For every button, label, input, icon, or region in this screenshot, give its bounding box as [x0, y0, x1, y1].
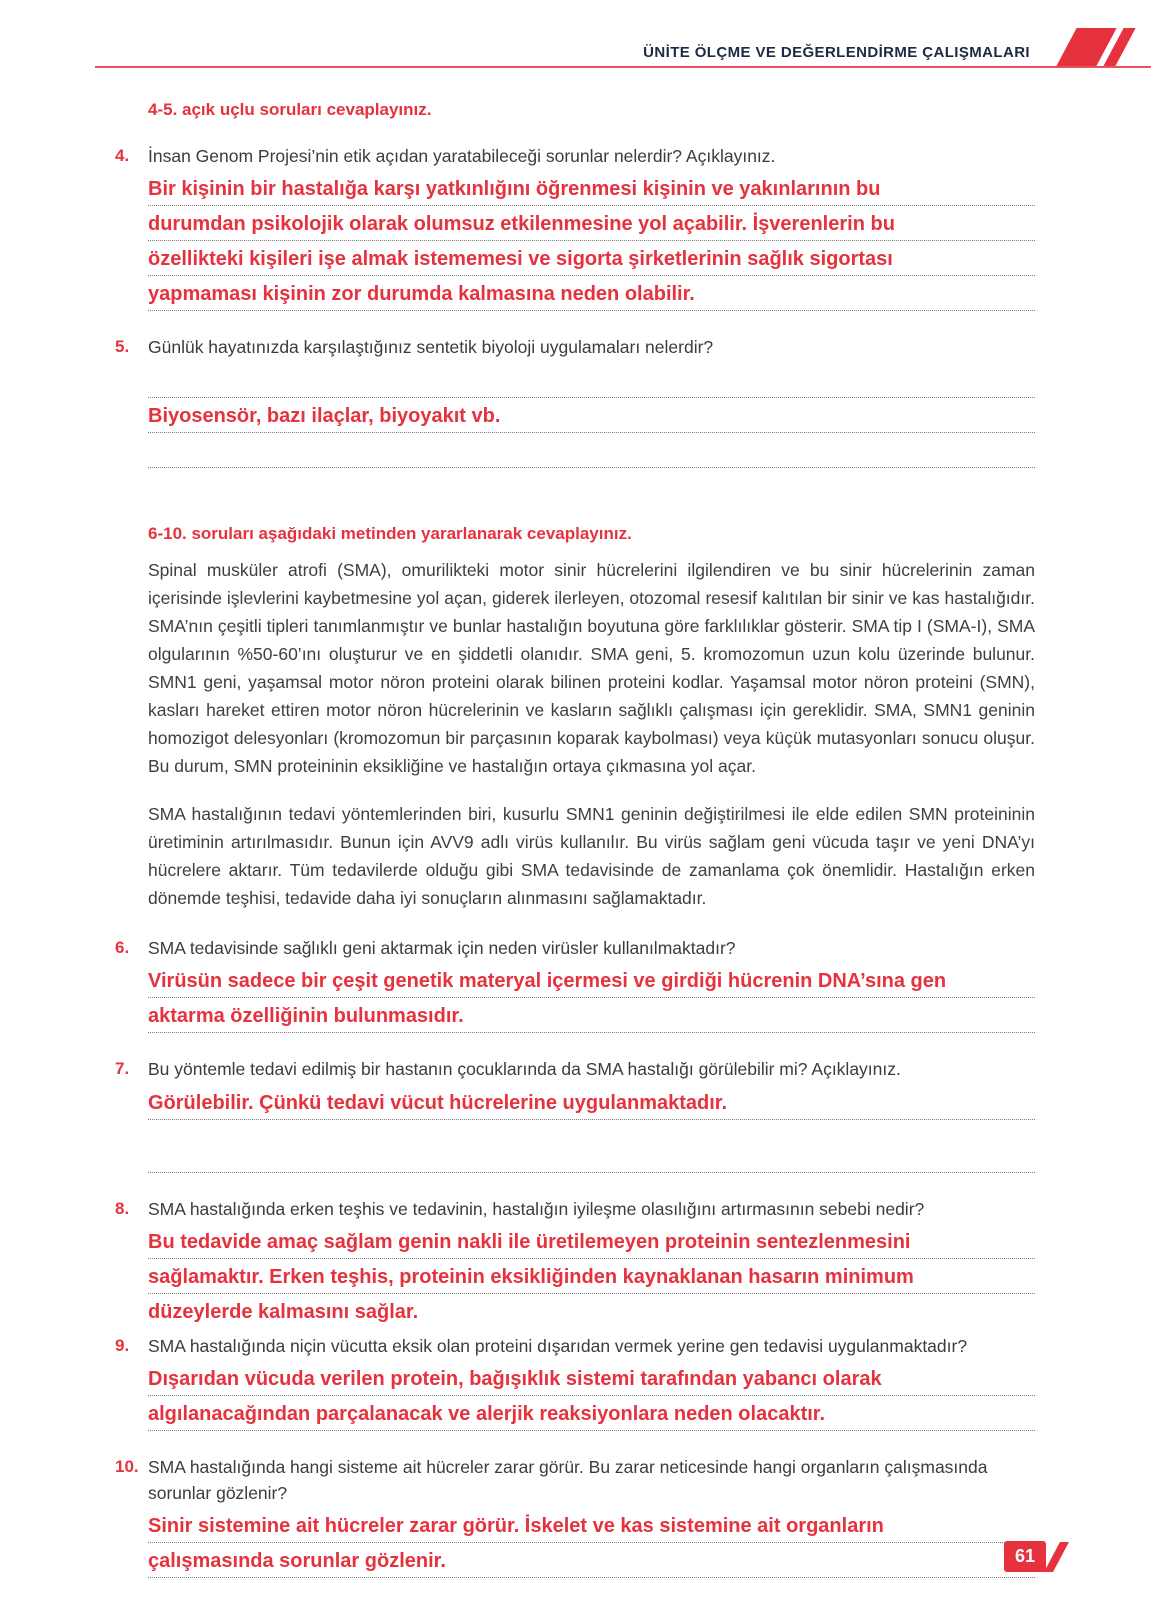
answer-line: durumdan psikolojik olarak olumsuz etkilenmesine yol açabilir. İşverenlerin bu [148, 206, 1035, 241]
answer-line: Bu tedavide amaç sağlam genin nakli ile üretilemeyen proteinin sentezlenmesini [148, 1224, 1035, 1259]
section-heading-open-ended: 4-5. açık uçlu soruları cevaplayınız. [148, 100, 432, 119]
answer-line: aktarma özelliğinin bulunmasıdır. [148, 998, 1035, 1033]
red-stripes-icon [1059, 28, 1125, 68]
passage-paragraph: Spinal musküler atrofi (SMA), omurilikteki motor sinir hücrelerini ilgilendiren ve bu sinir hücrelerinin zaman içerisinde işlevlerini kaybetmesine yol açan, giderek ilerleyen, otozomal resesif kalıtılan bir sinir ve kas hastalığıdır. SMA’nın çeşitli tipleri tanımlanmıştır ve bunlar hastalığın boyutuna göre farklılıklar gösterir. SMA tip I (SMA-I), SMA olgularının %50-60’ını oluşturur ve en şiddetli olanıdır. SMA geni, 5. kromozomun uzun kolu üzerinde bulunur. SMN1 geni, yaşamsal motor nöron proteini olarak bilinen proteini kodlar. Yaşamsal motor nöron proteini (SMN), kasları hareket ettiren motor nöron hücrelerinin ve kasların sağlıklı çalışması için gereklidir. SMA, SMN1 geninin homozigot delesyonları (kromozomun bir parçasının koparak kaybolması) veya küçük mutasyonları sonucu oluşur. Bu durum, SMN proteininin eksikliğine ve hastalığın ortaya çıkmasına yol açar. [148, 559, 1035, 776]
answer-line [148, 1120, 1035, 1173]
question-number: 7. [115, 1059, 130, 1079]
answer-area [148, 1361, 1035, 1431]
answer-line [148, 433, 1035, 468]
section-heading-passage: 6-10. soruları aşağıdaki metinden yararlanarak cevaplayınız. [148, 523, 632, 543]
question-text: Günlük hayatınızda karşılaştığınız sentetik biyoloji uygulamaları nelerdir? [148, 337, 714, 358]
page-header [0, 0, 1151, 70]
question-8 [115, 1197, 1035, 1328]
question-text: SMA hastalığında niçin vücutta eksik olan proteini dışarıdan vermek yerine gen tedavisi uygulanmaktadır? [148, 1335, 968, 1356]
answer-area [148, 171, 1035, 311]
question-7 [115, 1057, 1035, 1172]
page-number: 61 [1004, 1541, 1046, 1572]
answer-line: algılanacağından parçalanacak ve alerjik reaksiyonlara neden olacaktır. [148, 1396, 1035, 1431]
answer-area [148, 1508, 1035, 1624]
answer-area [148, 1085, 1035, 1173]
answer-line: düzeylerde kalmasını sağlar. [148, 1300, 419, 1323]
question-number: 4. [115, 146, 130, 165]
question-number: 10. [115, 1457, 139, 1477]
page-number-stripe-icon [1044, 1542, 1069, 1572]
passage-paragraph: SMA hastalığının tedavi yöntemlerinden biri, kusurlu SMN1 geninin değiştirilmesi ile elde edilen SMN proteininin üretiminin artırılmasıdır. Bunun için AVV9 adlı virüs kullanılır. Bu virüs sağlam geni vücuda taşır ve yeni DNA’yı hücrelere aktarır. Tüm tedavilerde olduğu gibi SMA tedavisinde de zamanlama çok önemlidir. Hastalığın erken dönemde teşhisi, tedavide daha iyi sonuçların alınmasını sağlamaktadır. [148, 803, 1035, 908]
answer-line: yapmaması kişinin zor durumda kalmasına neden olabilir. [148, 276, 1035, 311]
answer-line: Görülebilir. Çünkü tedavi vücut hücrelerine uygulanmaktadır. [148, 1085, 1035, 1120]
page-number-container [1004, 1541, 1061, 1572]
answer-area [148, 963, 1035, 1033]
header-title: ÜNİTE ÖLÇME VE DEĞERLENDİRME ÇALIŞMALARI [643, 44, 1030, 61]
question-text: SMA tedavisinde sağlıklı geni aktarmak için neden virüsler kullanılmaktadır? [148, 937, 736, 958]
question-text: SMA hastalığında erken teşhis ve tedavinin, hastalığın iyileşme olasılığını artırmasının sebebi nedir? [148, 1198, 925, 1219]
question-text: Bu yöntemle tedavi edilmiş bir hastanın çocuklarında da SMA hastalığı görülebilir mi? Açıklayınız. [148, 1059, 901, 1080]
answer-area [148, 363, 1035, 468]
question-number: 9. [115, 1335, 130, 1355]
page-content [115, 100, 1035, 1624]
answer-line: Biyosensör, bazı ilaçlar, biyoyakıt vb. [148, 398, 1035, 433]
answer-line [148, 1578, 1035, 1624]
question-4 [115, 144, 1035, 311]
question-text: SMA hastalığında hangi sisteme ait hücreler zarar görür. Bu zarar neticesinde hangi organların çalışmasında sorunlar gözlenir? [148, 1457, 988, 1503]
question-9 [115, 1334, 1035, 1431]
question-10 [115, 1455, 1035, 1624]
question-5 [115, 335, 1035, 467]
answer-area [148, 1224, 1035, 1328]
answer-line: Bir kişinin bir hastalığa karşı yatkınlığını öğrenmesi kişinin ve yakınlarının bu [148, 171, 1035, 206]
header-divider [95, 66, 1151, 68]
question-number: 6. [115, 937, 130, 957]
answer-line [148, 363, 1035, 398]
question-6 [115, 936, 1035, 1033]
question-number: 8. [115, 1198, 130, 1218]
question-text: İnsan Genom Projesi’nin etik açıdan yaratabileceği sorunlar nelerdir? Açıklayınız. [148, 146, 776, 166]
answer-line: çalışmasında sorunlar gözlenir. [148, 1543, 1035, 1578]
answer-line: Dışarıdan vücuda verilen protein, bağışıklık sistemi tarafından yabancı olarak [148, 1361, 1035, 1396]
reading-passage [115, 556, 1035, 912]
answer-line: Sinir sistemine ait hücreler zarar görür. İskelet ve kas sistemine ait organların [148, 1508, 1035, 1543]
question-number: 5. [115, 337, 130, 357]
answer-line: sağlamaktır. Erken teşhis, proteinin eksikliğinden kaynaklanan hasarın minimum [148, 1259, 1035, 1294]
answer-line: özellikteki kişileri işe almak istememesi ve sigorta şirketlerinin sağlık sigortası [148, 241, 1035, 276]
answer-line: Virüsün sadece bir çeşit genetik materyal içermesi ve girdiği hücrenin DNA’sına gen [148, 963, 1035, 998]
